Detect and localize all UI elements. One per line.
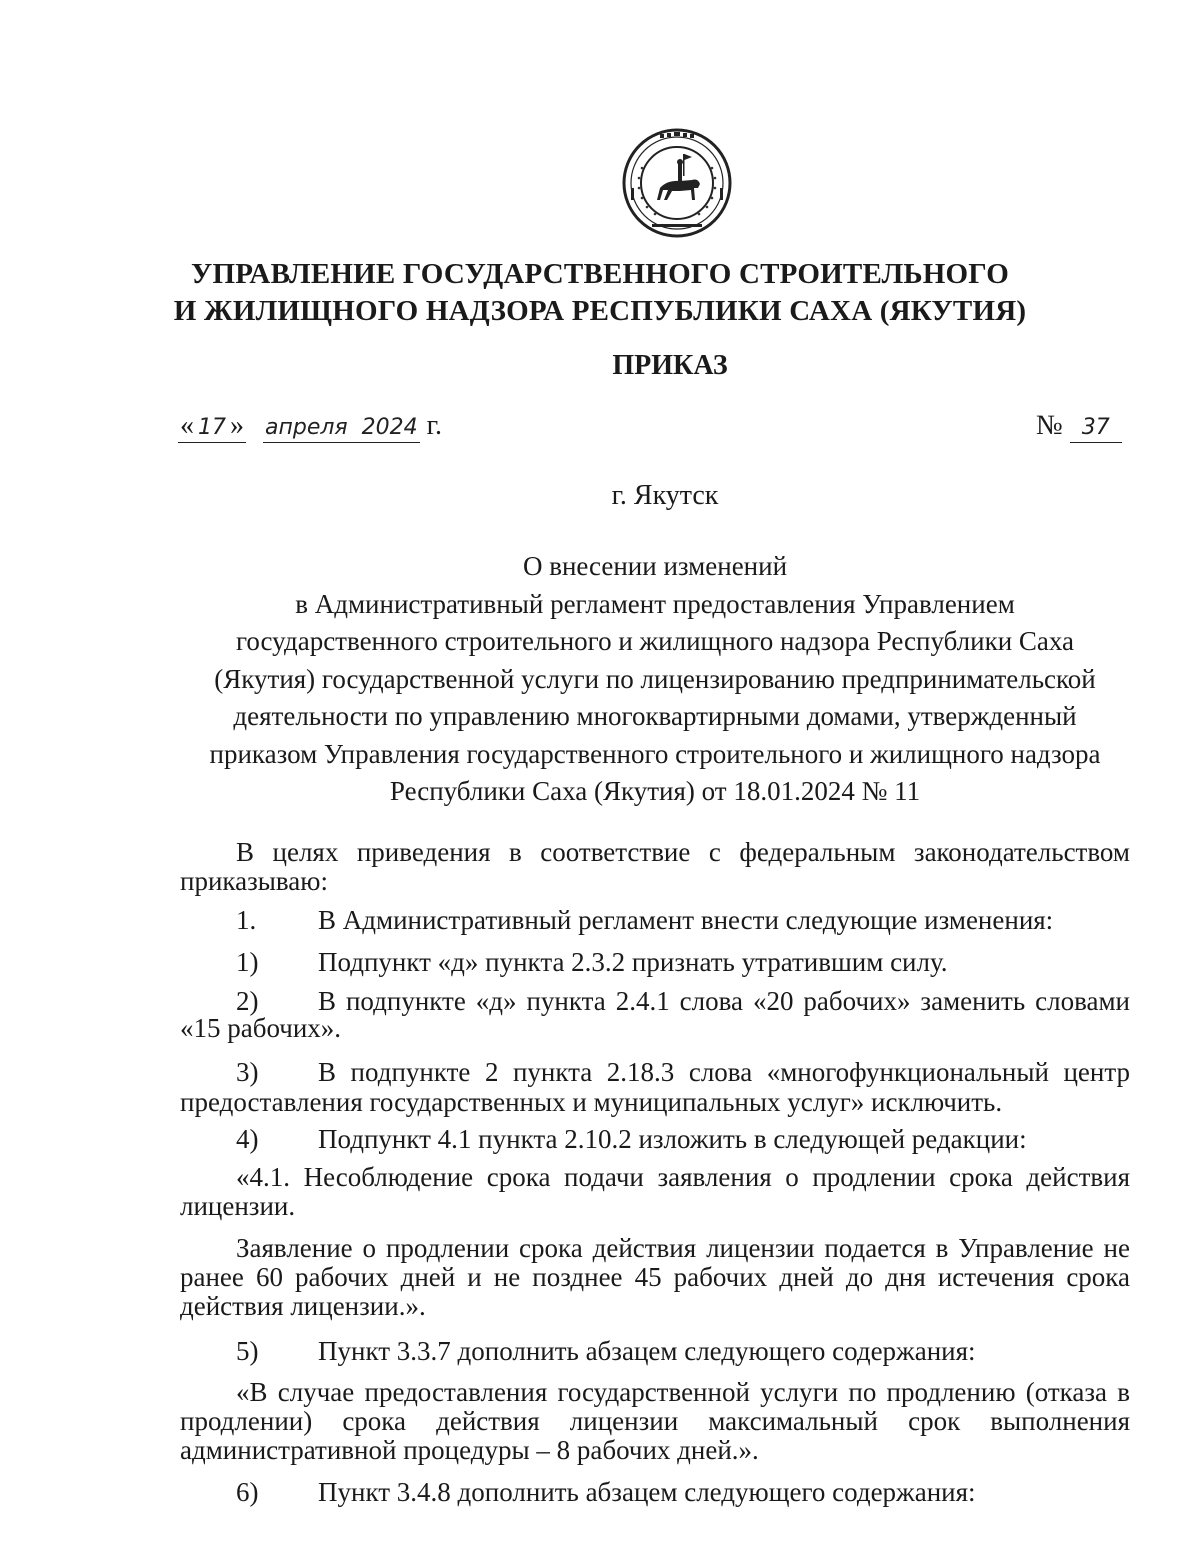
subject-line: (Якутия) государственной услуги по лицензированию предпринимательской (214, 663, 1096, 694)
item-2-text-line-1: В подпункте «д» пункта 2.4.1 слова «20 рабочих» заменить словами (318, 986, 1130, 1016)
item-3 (236, 1058, 1130, 1087)
item-4-text: Подпункт 4.1 пункта 2.10.2 изложить в следующей редакции: (318, 1124, 1027, 1154)
subject-line: приказом Управления государственного строительного и жилищного надзора (209, 738, 1101, 769)
item-5 (236, 1337, 976, 1366)
item-6 (236, 1478, 976, 1507)
item-3-number: 3) (236, 1057, 259, 1087)
quote-paragraph-4-1: «4.1. Несоблюдение срока подачи заявления о продлении срока действия лицензии. (180, 1162, 1130, 1221)
subject-line: в Административный регламент предоставления Управлением (295, 588, 1015, 619)
item-main (236, 906, 1053, 935)
order-number-label: № (1036, 410, 1063, 441)
date-month: апреля (265, 415, 348, 440)
item-2-number: 2) (236, 986, 259, 1016)
item-4 (236, 1125, 1027, 1154)
item-1-text: Подпункт «д» пункта 2.3.2 признать утратившим силу. (318, 947, 948, 977)
organization-name (0, 256, 1200, 330)
item-4-number: 4) (236, 1124, 259, 1154)
organization-name-line-1: УПРАВЛЕНИЕ ГОСУДАРСТВЕННОГО СТРОИТЕЛЬНОГО (190, 258, 1009, 290)
item-5-number: 5) (236, 1336, 259, 1366)
organization-name-line-2: И ЖИЛИЩНОГО НАДЗОРА РЕСПУБЛИКИ САХА (ЯКУТИЯ) (173, 295, 1027, 327)
subject-line: О внесении изменений (522, 551, 788, 581)
intro-paragraph: В целях приведения в соответствие с федеральным законодательством приказываю: (180, 837, 1130, 896)
item-6-number: 6) (236, 1477, 259, 1507)
item-main-number: 1. (236, 905, 257, 935)
item-1 (236, 948, 948, 977)
sakha-yakutia-emblem-icon (622, 128, 732, 238)
item-2-continuation: «15 рабочих». (180, 1013, 342, 1043)
item-6-text: Пункт 3.4.8 дополнить абзацем следующего содержания: (318, 1477, 976, 1507)
item-1-number: 1) (236, 947, 259, 977)
subject-line: государственного строительного и жилищного надзора Республики Саха (235, 626, 1075, 656)
item-2 (236, 987, 1130, 1016)
date-suffix: г. (426, 410, 442, 441)
item-3-text-line-1: В подпункте 2 пункта 2.18.3 слова «многофункциональный центр (318, 1057, 1130, 1087)
item-5-text: Пункт 3.3.7 дополнить абзацем следующего содержания: (318, 1336, 976, 1366)
item-3-continuation: предоставления государственных и муниципальных услуг» исключить. (180, 1087, 1003, 1117)
quote-paragraph-5: «В случае предоставления государственной услуги по продлению (отказа в продлении) срока действия лицензии максимальный срок выполнения административной процедуры – 8 рабочих дней.». (180, 1377, 1130, 1465)
subject-line: Республики Саха (Якутия) от 18.01.2024 № 11 (389, 776, 921, 806)
item-main-text: В Административный регламент внести следующие изменения: (318, 905, 1054, 935)
document-title: ПРИКАЗ (612, 350, 728, 381)
order-subject (180, 548, 1130, 811)
order-number (1036, 410, 1122, 443)
city: г. Якутск (611, 480, 719, 511)
date-year: 2024 (361, 415, 418, 440)
date-close-quote: » (230, 410, 244, 441)
order-number-value: 37 (1070, 414, 1122, 443)
quote-paragraph-4-1-continued: Заявление о продлении срока действия лицензии подается в Управление не ранее 60 рабочих дней и не позднее 45 рабочих дней до дня истечения срока действия лицензии.». (180, 1233, 1130, 1321)
order-date (178, 410, 442, 443)
date-day: 17 (198, 415, 226, 440)
subject-line: деятельности по управлению многоквартирными домами, утвержденный (233, 701, 1077, 731)
date-open-quote: « (180, 410, 194, 441)
